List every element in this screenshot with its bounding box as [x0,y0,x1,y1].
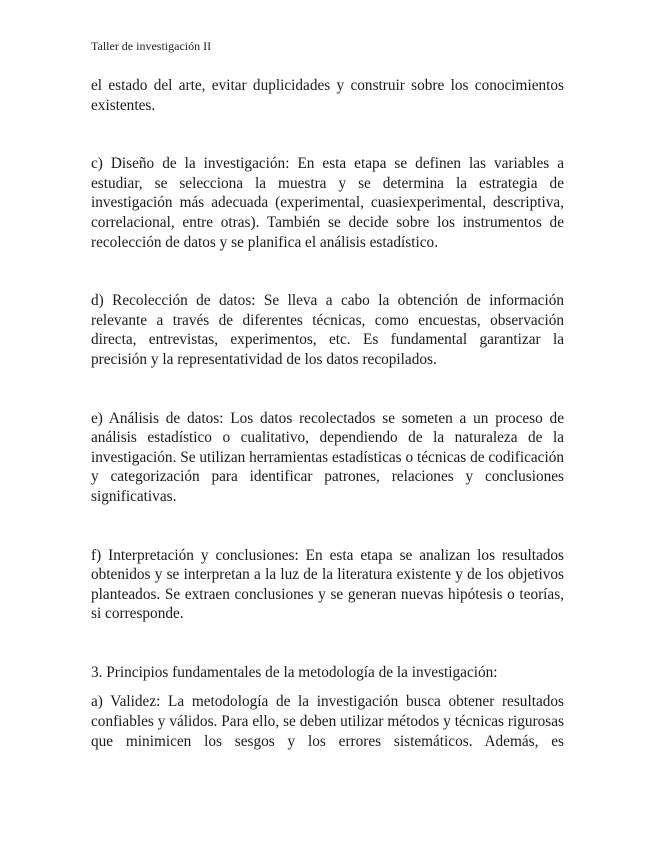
paragraph-research-design: c) Diseño de la investigación: En esta etapa se definen las variables a estudiar, se selecciona la muestra y se determina la estrategia de investigación más adecuada (experimental, cuasiexperimental, descriptiva, correlacional, entre otras). También se decide sobre los instrumentos de recolección de datos y se planifica el análisis estadístico. [91,155,564,251]
paragraph-data-analysis: e) Análisis de datos: Los datos recolectados se someten a un proceso de análisis estadístico o cualitativo, dependiendo de la naturaleza de la investigación. Se utilizan herramientas estadísticas o técnicas de codificación y categorización para identificar patrones, relaciones y conclusiones significativas. [91,409,564,505]
section-heading-principles: 3. Principios fundamentales de la metodología de la investigación: [91,663,498,681]
paragraph-interpretation: f) Interpretación y conclusiones: En esta etapa se analizan los resultados obtenidos y se interpretan a la luz de la literatura existente y de los objetivos planteados. Se extraen conclusiones y se generan nuevas hipótesis o teorías, si corresponde. [91,546,564,623]
page-header: Taller de investigación II [91,39,212,53]
paragraph-validity: a) Validez: La metodología de la investigación busca obtener resultados confiables y válidos. Para ello, se deben utilizar métodos y técnicas rigurosas que minimicen los sesgos y los errores sistemáticos. Además, es [91,693,564,750]
paragraph-state-of-art: el estado del arte, evitar duplicidades y construir sobre los conocimientos existentes. [91,77,564,114]
document-body [91,76,564,751]
paragraph-data-collection: d) Recolección de datos: Se lleva a cabo la obtención de información relevante a través de diferentes técnicas, como encuestas, observación directa, entrevistas, experimentos, etc. Es fundamental garantizar la precisión y la representatividad de los datos recopilados. [91,292,564,368]
